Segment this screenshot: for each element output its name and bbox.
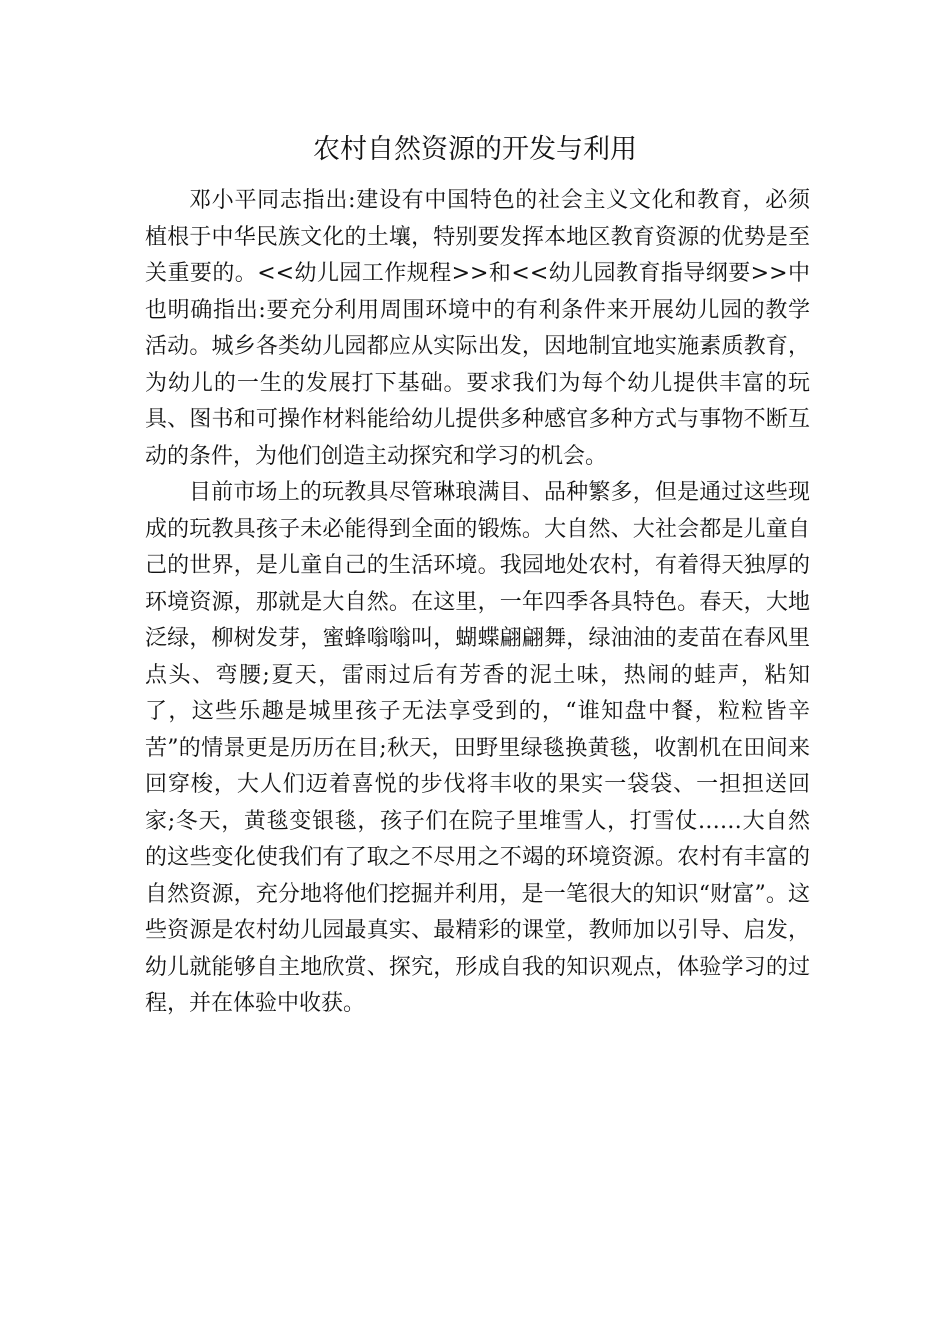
document-title: 农村自然资源的开发与利用 bbox=[313, 134, 637, 165]
document-body bbox=[145, 183, 810, 1023]
paragraph-2: 目前市场上的玩教具尽管琳琅满目、品种繁多，但是通过这些现成的玩教具孩子未必能得到全面的锻炼。大自然、大社会都是儿童自己的世界，是儿童自己的生活环境。我园地处农村，有着得天独厚的环境资源，那就是大自然。在这里，一年四季各具特色。春天，大地泛绿，柳树发芽，蜜蜂嗡嗡叫，蝴蝶翩翩舞，绿油油的麦苗在春风里点头、弯腰;夏天，雷雨过后有芳香的泥土味，热闹的蛙声，粘知了，这些乐趣是城里孩子无法享受到的，“谁知盘中餐，粒粒皆辛苦”的情景更是历历在目;秋天，田野里绿毯换黄毯，收割机在田间来回穿梭，大人们迈着喜悦的步伐将丰收的果实一袋袋、一担担送回家;冬天，黄毯变银毯，孩子们在院子里堆雪人，打雪仗……大自然的这些变化使我们有了取之不尽用之不竭的环境资源。农村有丰富的自然资源，充分地将他们挖掘并利用，是一笔很大的知识“财富”。这些资源是农村幼儿园最真实、最精彩的课堂，教师加以引导、启发，幼儿就能够自主地欣赏、探究，形成自我的知识观点，体验学习的过程，并在体验中收获。 bbox=[145, 480, 810, 1016]
paragraph-1: 邓小平同志指出:建设有中国特色的社会主义文化和教育，必须植根于中华民族文化的土壤，特别要发挥本地区教育资源的优势是至关重要的。<<幼儿园工作规程>>和<<幼儿园教育指导纲要>>中也明确指出:要充分利用周围环境中的有利条件来开展幼儿园的教学活动。城乡各类幼儿园都应从实际出发，因地制宜地实施素质教育，为幼儿的一生的发展打下基础。要求我们为每个幼儿提供丰富的玩具、图书和可操作材料能给幼儿提供多种感官多种方式与事物不断互动的条件，为他们创造主动探究和学习的机会。 bbox=[145, 188, 810, 469]
